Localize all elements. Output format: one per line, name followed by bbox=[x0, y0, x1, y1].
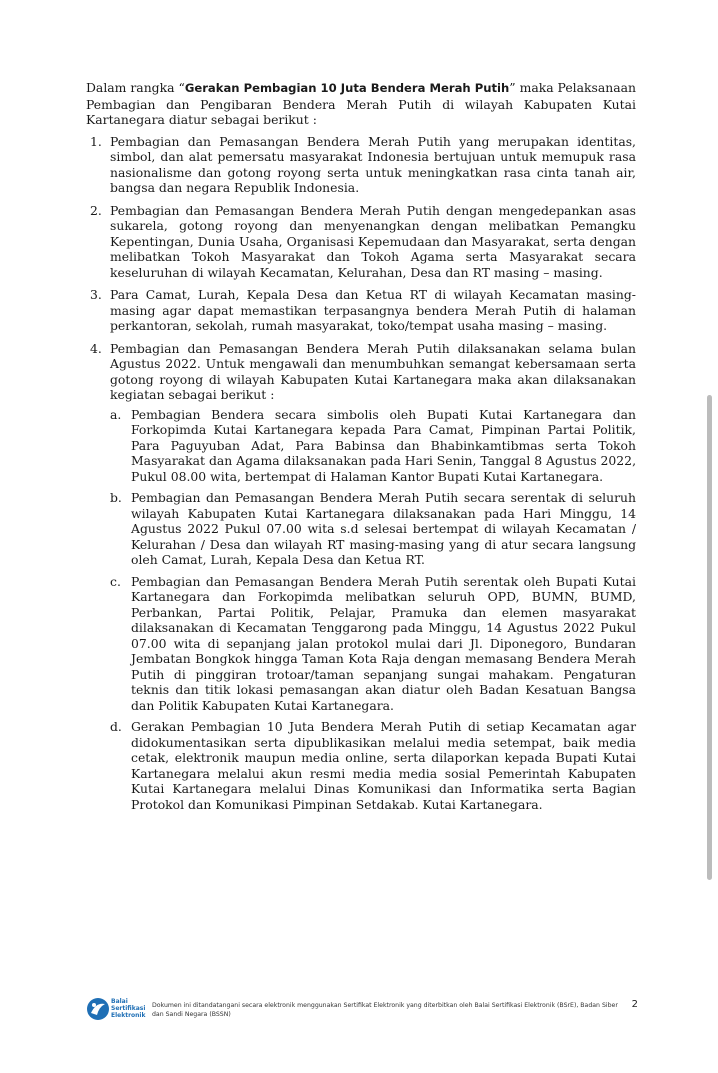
intro-prefix: Dalam rangka “ bbox=[86, 80, 185, 95]
sub-item-letter: d. bbox=[110, 719, 122, 734]
footer-disclaimer: Dokumen ini ditandatangani secara elektronik menggunakan Sertifikat Elektronik yang diterbitkan oleh Balai Sertifikasi Elektronik (BSrE), Badan Siber dan Sandi Negara (BSSN) bbox=[152, 1002, 618, 1018]
intro-paragraph bbox=[86, 80, 636, 128]
sub-list bbox=[110, 407, 636, 813]
bsre-logo bbox=[86, 996, 150, 1024]
sub-list-item bbox=[110, 407, 636, 485]
list-item bbox=[86, 203, 636, 281]
bsre-logo-line: Sertifikasi bbox=[111, 1005, 146, 1012]
intro-highlight: Gerakan Pembagian 10 Juta Bendera Merah Putih bbox=[184, 81, 510, 95]
sub-list-item bbox=[110, 719, 636, 812]
list-item bbox=[86, 341, 636, 813]
sub-item-letter: b. bbox=[110, 490, 122, 505]
list-item-number: 3. bbox=[90, 287, 102, 302]
sub-item-letter: c. bbox=[110, 573, 121, 589]
sub-item-text: Pembagian dan Pemasangan Bendera Merah Putih serentak oleh Bupati Kutai Kartanegara dan Forkopimda melibatkan seluruh OPD, BUMN, BUMD, Perbankan, Partai Politik, Pelajar, Pramuka dan elemen masyarakat dilaksanakan di Kecamatan Tenggarong pada Minggu, 14 Agustus 2022 Pukul 07.00 wita di sepanjang jalan protokol mulai dari Jl. Diponegoro, Bundaran Jembatan Bongkok hingga Taman Kota Raja dengan memasang Bendera Merah Putih di pinggiran trotoar/taman sepanjang sungai mahakam. Pengaturan teknis dan titik lokasi pemasangan akan diatur oleh Badan Kesatuan Bangsa dan Politik Kabupaten Kutai Kartanegara. bbox=[131, 573, 636, 713]
bsre-logo-icon bbox=[86, 996, 110, 1022]
intro-suffix: ” maka Pelaksanaan Pembagian dan Pengibaran Bendera Merah Putih di wilayah Kabupaten Kutai Kartanegara diatur sebagai berikut : bbox=[86, 80, 637, 127]
sub-item-text: Pembagian Bendera secara simbolis oleh Bupati Kutai Kartanegara dan Forkopimda Kutai Kartanegara kepada Para Camat, Pimpinan Partai Politik, Para Paguyuban Adat, Para Babinsa dan Bhabinkamtibmas serta Tokoh Masyarakat dan Agama dilaksanakan pada Hari Senin, Tanggal 8 Agustus 2022, Pukul 08.00 wita, bertempat di Halaman Kantor Bupati Kutai Kartanegara. bbox=[131, 406, 637, 484]
list-item-number: 4. bbox=[90, 340, 102, 356]
sub-item-text: Gerakan Pembagian 10 Juta Bendera Merah Putih di setiap Kecamatan agar didokumentasikan serta dipublikasikan melalui media setempat, baik media cetak, elektronik maupun media online, serta dilaporkan kepada Bupati Kutai Kartanegara melalui akun resmi media media sosial Pemerintah Kabupaten Kutai Kartanegara melalui Dinas Komunikasi dan Informatika serta Bagian Protokol dan Komunikasi Pimpinan Setdakab. Kutai Kartanegara. bbox=[131, 719, 636, 812]
list-item bbox=[86, 287, 636, 334]
page-number: 2 bbox=[631, 999, 638, 1010]
list-item-number: 1. bbox=[90, 133, 102, 149]
footer bbox=[86, 994, 638, 1024]
main-list bbox=[86, 134, 636, 813]
sub-item-letter: a. bbox=[110, 406, 122, 422]
scrollbar-thumb[interactable] bbox=[707, 395, 712, 880]
sub-list-item bbox=[110, 490, 636, 568]
bsre-logo-line: Balai bbox=[111, 998, 128, 1005]
list-item-text: Pembagian dan Pemasangan Bendera Merah Putih dilaksanakan selama bulan Agustus 2022. Untuk mengawali dan menumbuhkan semangat kebersamaan serta gotong royong di wilayah Kabupaten Kutai Kartanegara maka akan dilaksanakan kegiatan sebagai berikut : bbox=[110, 340, 636, 402]
list-item-text: Para Camat, Lurah, Kepala Desa dan Ketua RT di wilayah Kecamatan masing-masing agar dapat memastikan terpasangnya bendera Merah Putih di halaman perkantoran, sekolah, rumah masyarakat, toko/tempat usaha masing – masing. bbox=[110, 287, 636, 333]
sub-item-text: Pembagian dan Pemasangan Bendera Merah Putih secara serentak di seluruh wilayah Kabupaten Kutai Kartanegara dilaksanakan pada Hari Minggu, 14 Agustus 2022 Pukul 07.00 wita s.d selesai bertempat di wilayah Kecamatan / Kelurahan / Desa dan wilayah RT masing-masing yang di atur secara langsung oleh Camat, Lurah, Kepala Desa dan Ketua RT. bbox=[131, 490, 636, 567]
list-item-text: Pembagian dan Pemasangan Bendera Merah Putih dengan mengedepankan asas sukarela, gotong royong dan menyenangkan dengan melibatkan Pemangku Kepentingan, Dunia Usaha, Organisasi Kepemudaan dan Masyarakat, serta dengan melibatkan Tokoh Masyarakat dan Tokoh Agama serta Masyarakat secara keseluruhan di wilayah Kecamatan, Kelurahan, Desa dan RT masing – masing. bbox=[110, 202, 636, 280]
bsre-logo-line: Elektronik bbox=[111, 1012, 146, 1019]
bsre-logo-text bbox=[111, 998, 145, 1019]
list-item bbox=[86, 134, 636, 196]
sub-list-item bbox=[110, 574, 636, 714]
list-item-text: Pembagian dan Pemasangan Bendera Merah Putih yang merupakan identitas, simbol, dan alat pemersatu masyarakat Indonesia bertujuan untuk memupuk rasa nasionalisme dan gotong royong serta untuk meningkatkan rasa cinta tanah air, bangsa dan negara Republik Indonesia. bbox=[110, 133, 636, 195]
list-item-number: 2. bbox=[90, 202, 102, 218]
document-body bbox=[86, 80, 636, 819]
